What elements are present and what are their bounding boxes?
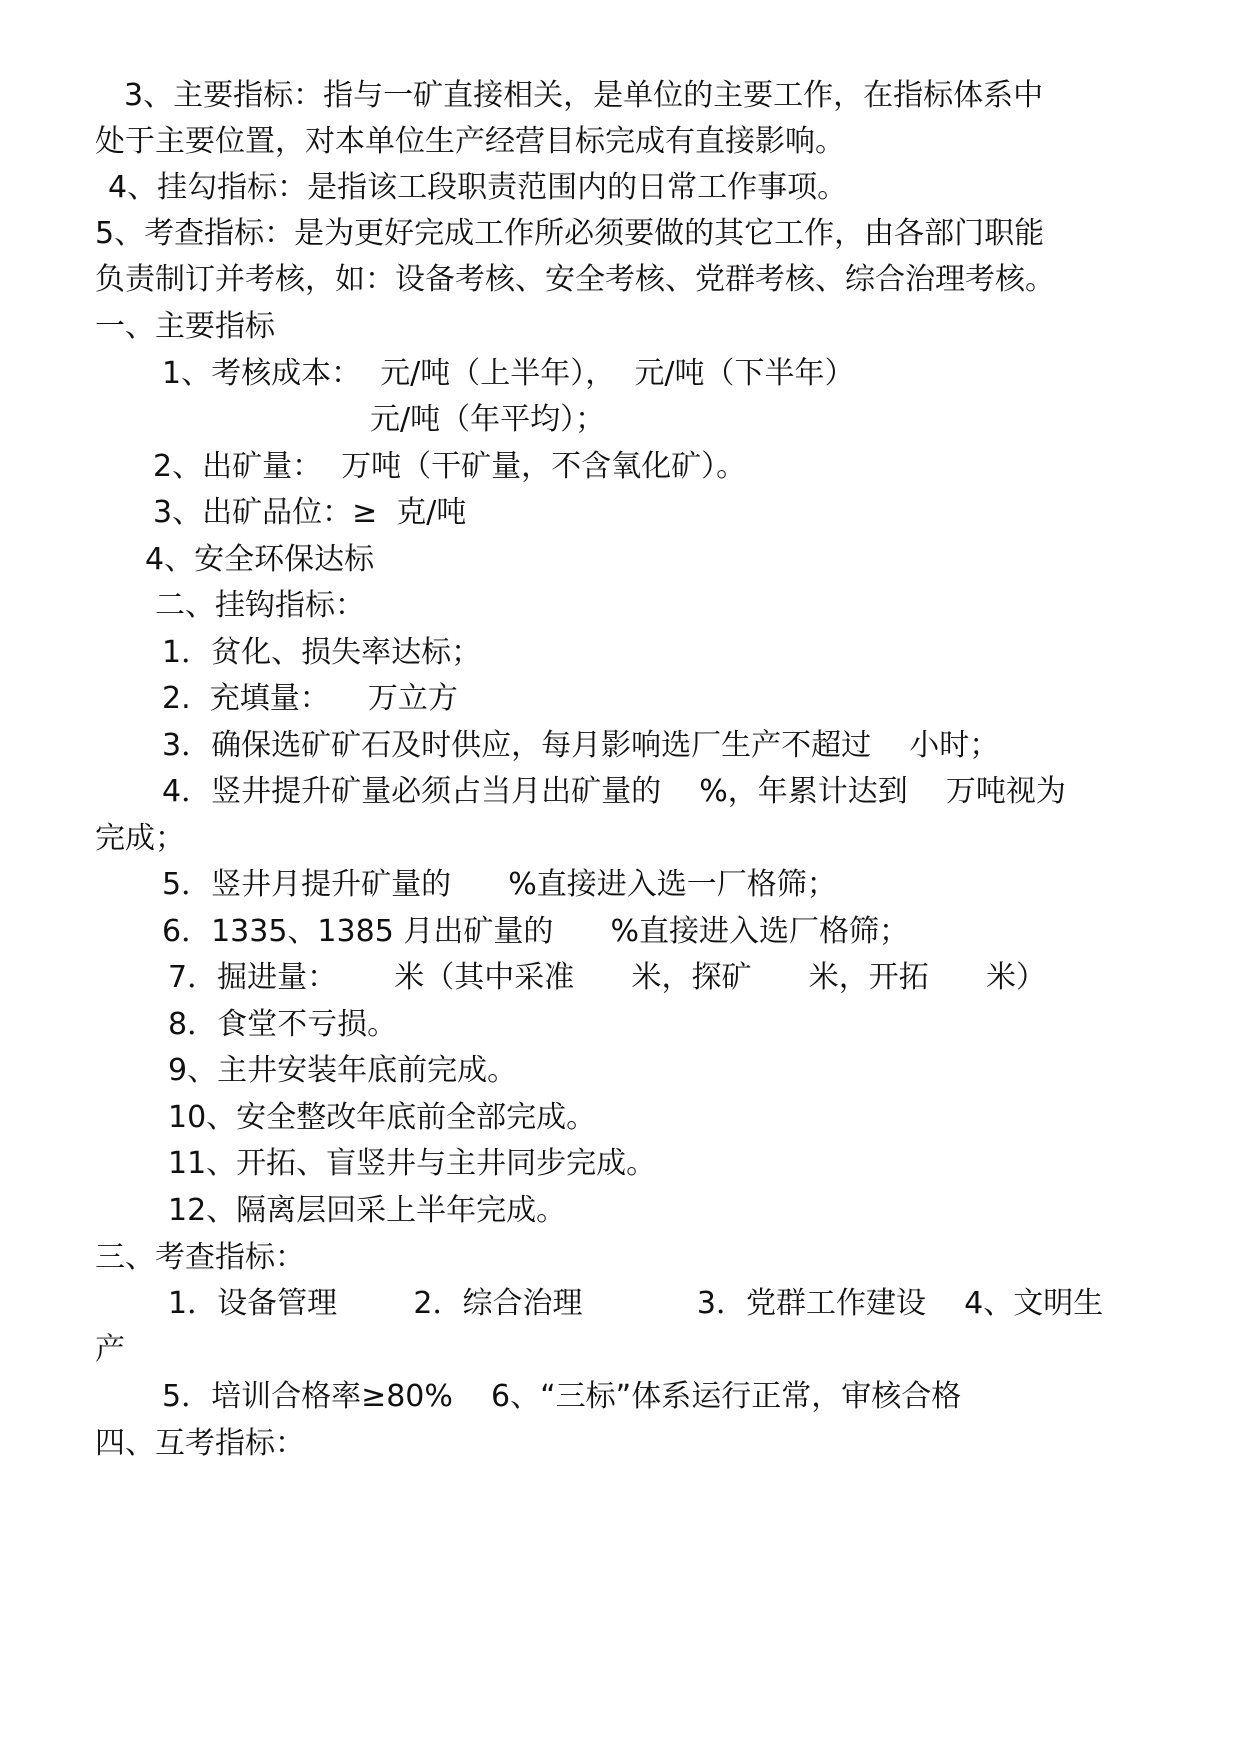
list-item-backfill-volume: 2. 充填量： 万立方 <box>162 681 458 716</box>
list-item-assessment-cost-annual: 元/吨（年平均）； <box>370 402 606 437</box>
list-item-review-items-cont: 产 <box>95 1332 125 1367</box>
list-item-assessment-cost: 1、考核成本： 元/吨（上半年）， 元/吨（下半年） <box>162 356 855 391</box>
list-item-review-items: 1．设备管理 2．综合治理 3．党群工作建设 4、文明生 <box>168 1286 1104 1321</box>
list-item-tunneling-volume: 7．掘进量： 米（其中采准 米，探矿 米，开拓 米） <box>168 960 1046 995</box>
list-item-ore-output: 2、出矿量： 万吨（干矿量，不含氧化矿）。 <box>153 449 747 484</box>
list-item-shaft-hoisting: 4．竖井提升矿量必须占当月出矿量的 %，年累计达到 万吨视为 <box>162 774 1066 809</box>
list-item-safety-environment: 4、安全环保达标 <box>145 542 375 577</box>
list-item-ore-supply: 3．确保选矿矿石及时供应，每月影响选厂生产不超过 小时； <box>162 728 1000 763</box>
paragraph-main-indicator-definition: 3、主要指标：指与一矿直接相关，是单位的主要工作，在指标体系中 <box>124 78 1044 113</box>
paragraph-review-indicator-definition-cont: 负责制订并考核，如：设备考核、安全考核、党群考核、综合治理考核。 <box>95 262 1055 297</box>
list-item-dilution-loss: 1．贫化、损失率达标； <box>162 635 482 670</box>
list-item-isolation-layer: 12、隔离层回采上半年完成。 <box>168 1193 567 1228</box>
list-item-safety-rectification: 10、安全整改年底前全部完成。 <box>168 1100 597 1135</box>
list-item-shaft-hoisting-cont: 完成； <box>95 821 185 856</box>
section-heading-review-indicators: 三、考查指标： <box>95 1240 305 1275</box>
list-item-blind-shaft: 11、开拓、盲竖井与主井同步完成。 <box>168 1146 657 1181</box>
paragraph-hook-indicator-definition: 4、挂勾指标：是指该工段职责范围内的日常工作事项。 <box>108 170 848 205</box>
section-heading-main-indicators: 一、主要指标 <box>95 309 275 344</box>
list-item-main-shaft-installation: 9、主井安装年底前完成。 <box>168 1053 518 1088</box>
section-heading-hook-indicators: 二、挂钩指标： <box>155 588 365 623</box>
list-item-level-output-to-screen: 6．1335、1385 月出矿量的 %直接进入选厂格筛； <box>162 914 910 949</box>
list-item-training-certification: 5．培训合格率≥80% 6、“三标”体系运行正常，审核合格 <box>162 1379 962 1414</box>
list-item-canteen: 8．食堂不亏损。 <box>168 1007 398 1042</box>
section-heading-mutual-indicators: 四、互考指标： <box>95 1426 305 1461</box>
list-item-shaft-to-screen: 5．竖井月提升矿量的 %直接进入选一厂格筛； <box>162 867 837 902</box>
list-item-ore-grade: 3、出矿品位：≥ 克/吨 <box>153 495 467 530</box>
paragraph-review-indicator-definition: 5、考查指标：是为更好完成工作所必须要做的其它工作，由各部门职能 <box>95 216 1045 251</box>
paragraph-main-indicator-definition-cont: 处于主要位置，对本单位生产经营目标完成有直接影响。 <box>95 124 845 159</box>
